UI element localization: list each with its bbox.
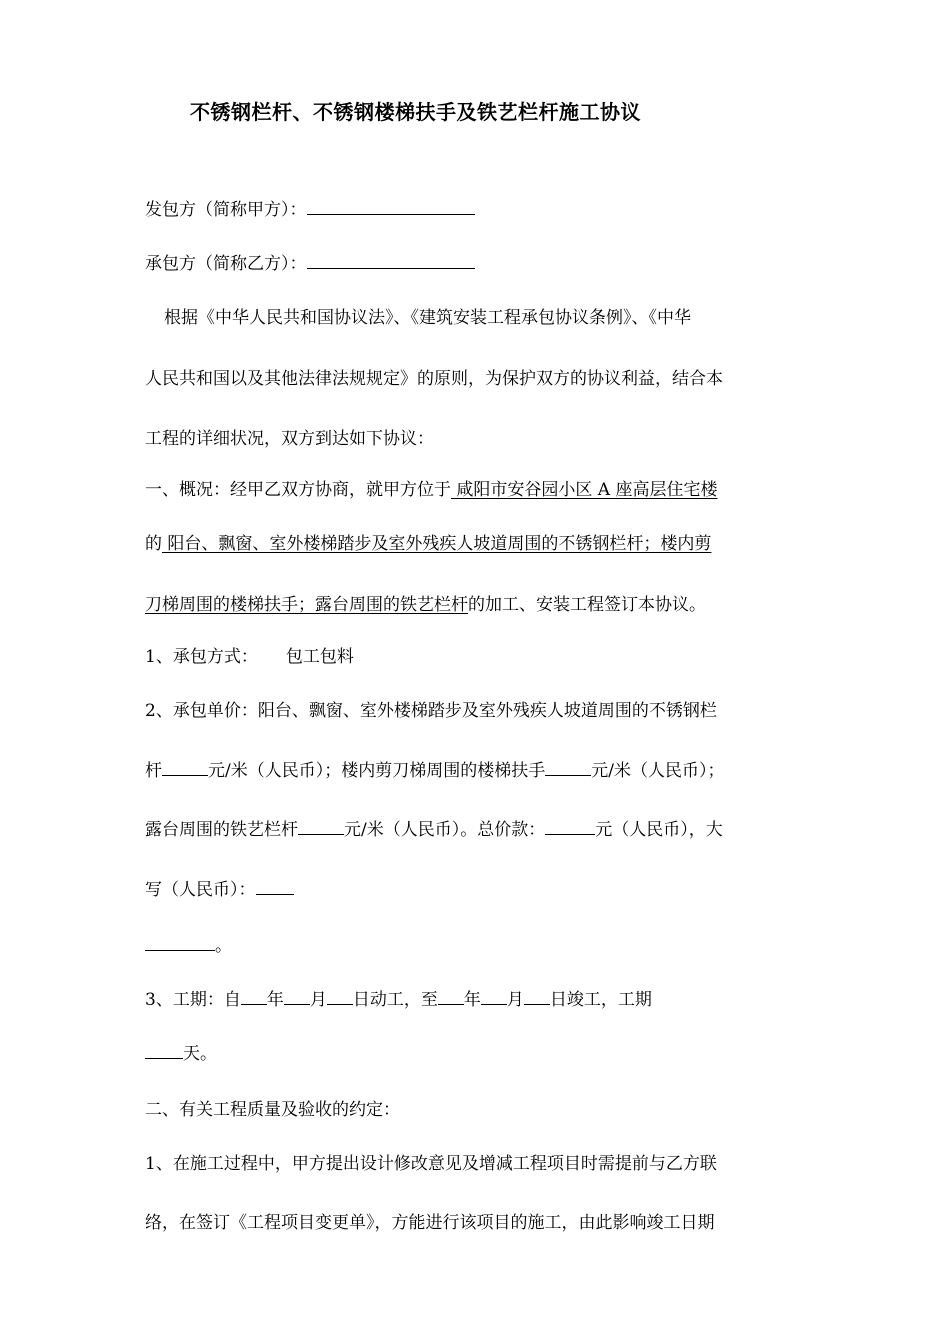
end-year-blank[interactable]: [438, 988, 464, 1005]
schedule-line: [145, 988, 652, 1012]
party-a-signature-blank[interactable]: [307, 198, 475, 215]
section2-heading: 二、有关工程质量及验收的约定：: [145, 1100, 400, 1120]
schedule-start-text: 日动工，至: [352, 990, 438, 1010]
start-month-blank[interactable]: [284, 988, 310, 1005]
contract-mode-line: [145, 645, 354, 669]
project-scope-part1: 阳台、飘窗、室外楼梯踏步及室外残疾人坡道周围的不锈钢栏杆；楼内剪: [162, 534, 712, 554]
unit-price-text-f: 元（人民币），大: [595, 820, 723, 840]
unit-price-line-4: [145, 878, 294, 902]
start-year-blank[interactable]: [241, 988, 267, 1005]
preamble-line-2: 人民共和国以及其他法律法规规定》的原则，为保护双方的协议利益，结合本: [145, 369, 723, 389]
contract-mode-label: 1、承包方式：: [145, 647, 258, 667]
section1-line-1: [145, 478, 718, 502]
section1-line-2: [145, 532, 711, 556]
unit-price-line-3: [145, 818, 723, 842]
document-title: 不锈钢栏杆、不锈钢楼梯扶手及铁艺栏杆施工协议: [190, 100, 641, 124]
unit-price-text-e: 元/米（人民币）。总价款：: [344, 820, 546, 840]
section1-line-3: [145, 593, 706, 617]
unit-price-line-2: [145, 759, 724, 783]
unit-price-text-a: 杆: [145, 761, 162, 781]
party-b-signature-blank[interactable]: [307, 252, 475, 269]
party-b-line: [145, 252, 475, 276]
contract-mode-value: 包工包料: [285, 647, 354, 667]
schedule-label: 3、工期：自: [145, 990, 241, 1010]
section1-line3-suffix: 的加工、安装工程签订本协议。: [468, 595, 706, 615]
start-year-unit: 年: [266, 990, 284, 1010]
section1-intro: 一、概况：经甲乙双方协商，就甲方位于: [145, 480, 451, 500]
handrail-price-blank[interactable]: [545, 759, 591, 776]
party-a-label: 发包方（简称甲方）：: [145, 200, 307, 220]
project-location: 咸阳市安谷园小区 A 座高层住宅楼: [451, 480, 718, 500]
total-words-label: 写（人民币）：: [145, 880, 256, 900]
total-price-blank[interactable]: [545, 818, 595, 835]
preamble-line-3: 工程的详细状况，双方到达如下协议：: [145, 429, 434, 449]
duration-days-unit: 天。: [183, 1044, 217, 1064]
section2-item1-line-2: 络，在签订《工程项目变更单》，方能进行该项目的施工，由此影响竣工日期: [145, 1213, 715, 1233]
section1-line2-prefix: 的: [145, 534, 162, 554]
end-month-blank[interactable]: [481, 988, 507, 1005]
end-year-unit: 年: [463, 990, 481, 1010]
party-a-line: [145, 198, 475, 222]
end-day-blank[interactable]: [524, 988, 550, 1005]
unit-price-text-c: 元/米（人民币）；: [591, 761, 725, 781]
start-day-blank[interactable]: [327, 988, 353, 1005]
end-month-unit: 月: [506, 990, 524, 1010]
iron-railing-price-blank[interactable]: [298, 818, 344, 835]
total-words-blank[interactable]: [256, 878, 294, 895]
unit-price-end-mark: 。: [215, 936, 232, 956]
section2-item1-line-1: 1、在施工过程中，甲方提出设计修改意见及增减工程项目时需提前与乙方联: [145, 1154, 717, 1174]
unit-price-line-1: 2、承包单价：阳台、飘窗、室外楼梯踏步及室外残疾人坡道周围的不锈钢栏: [145, 701, 717, 721]
unit-price-text-d: 露台周围的铁艺栏杆: [145, 820, 298, 840]
party-b-label: 承包方（简称乙方）：: [145, 254, 307, 274]
start-month-unit: 月: [309, 990, 327, 1010]
preamble-line-1: 根据《中华人民共和国协议法》、《建筑安装工程承包协议条例》、《中华: [164, 308, 691, 328]
unit-price-line-5: [145, 934, 232, 958]
schedule-end-text: 日竣工，工期: [549, 990, 652, 1010]
unit-price-text-b: 元/米（人民币）；楼内剪刀梯周围的楼梯扶手: [208, 761, 546, 781]
railing-price-blank[interactable]: [162, 759, 208, 776]
schedule-days-line: [145, 1042, 217, 1066]
project-scope-part2: 刀梯周围的楼梯扶手；露台周围的铁艺栏杆: [145, 595, 468, 615]
total-words-blank-continued[interactable]: [145, 934, 215, 951]
duration-days-blank[interactable]: [145, 1042, 183, 1059]
